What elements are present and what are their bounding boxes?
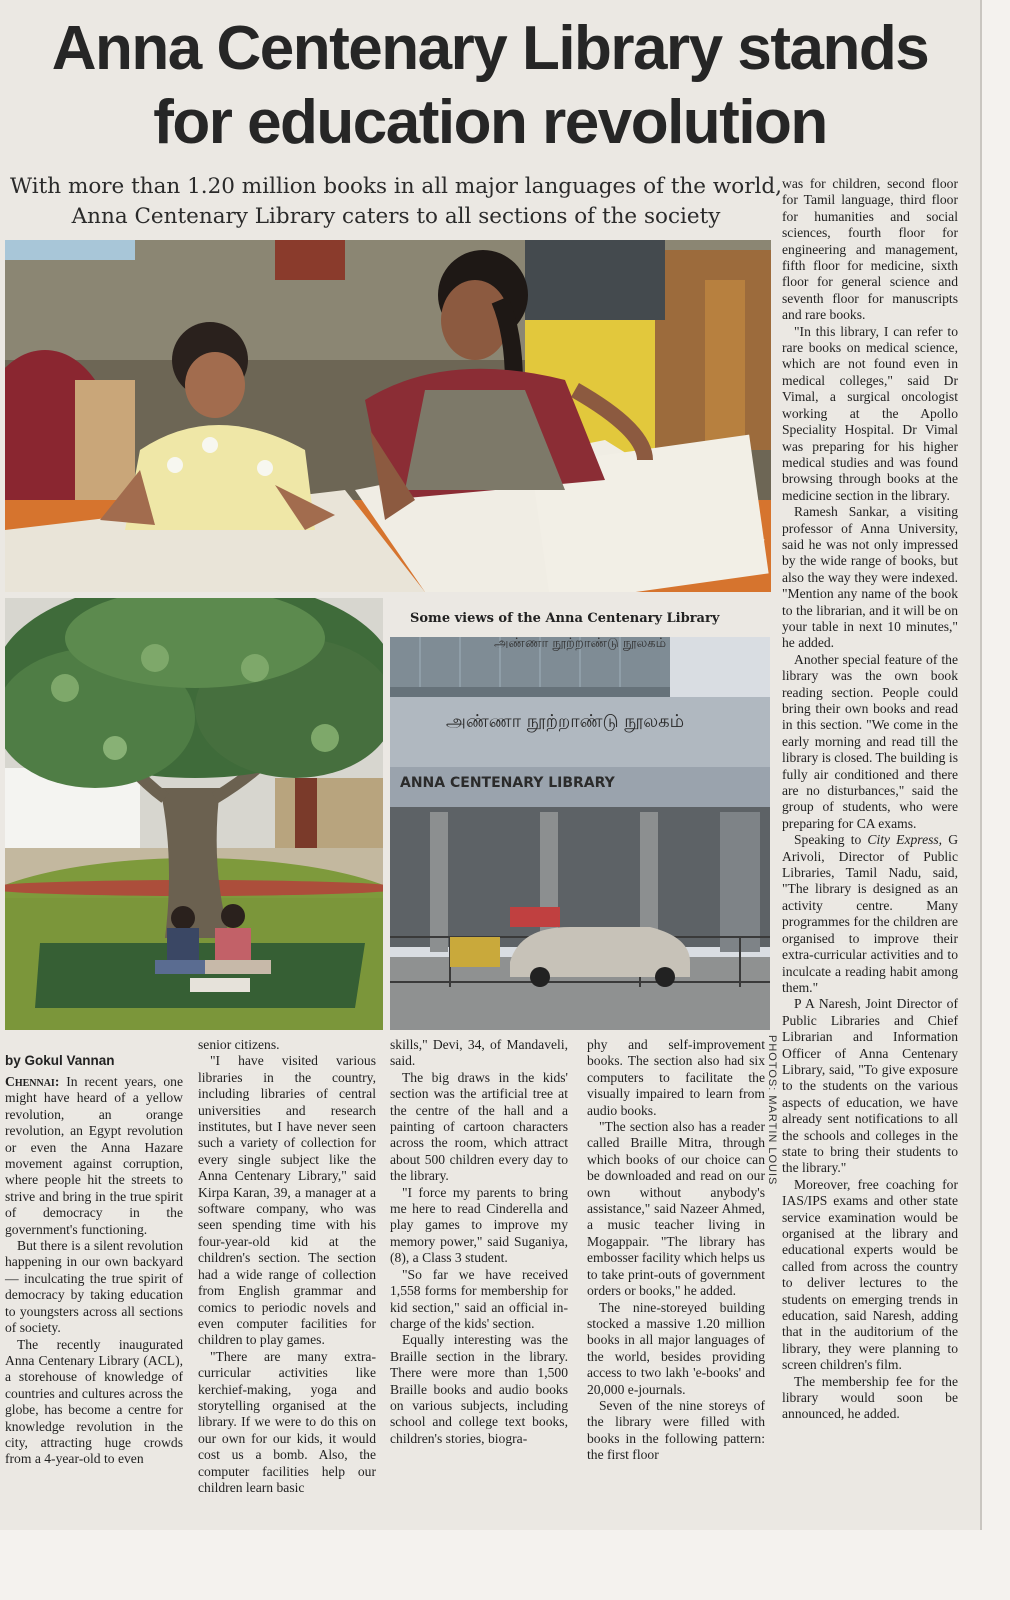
paragraph: "The section also has a reader called Braille Mitra, through which books of our choice can be downloaded and read on our own without anybody's assistance," said Nazeer Ahmed, a music teacher living in Mogappair. "The library has embosser facility which helps us to take print-outs of government orders or books," he added. <box>587 1119 765 1299</box>
photo-credit: PHOTOS: MARTIN LOUIS <box>766 1035 778 1186</box>
paragraph: The big draws in the kids' section was the artificial tree at the centre of the hall and a painting of cartoon characters across the room, which attract about 500 children every day to the library. <box>390 1069 568 1184</box>
photo-reading-child-image <box>5 240 771 592</box>
paragraph: Ramesh Sankar, a visiting professor of Anna University, said he was not only impressed by the wide range of books, but also the way they were indexed. "Mention any name of the book to the librarian, and it will be on your table in next 10 minutes," he added. <box>782 504 958 651</box>
paragraph: Another special feature of the library was the own book reading section. People could bring their own books and read in this section. "We come in the early morning and read till the library is closed. The building is fully air conditioned and there are no disturbances," said the group of students, who were preparing for CA exams. <box>782 651 958 831</box>
photo-library-building <box>390 637 770 1030</box>
paragraph: Seven of the nine storeys of the library were filled with books in the following pattern: the first floor <box>587 1397 765 1463</box>
paragraph: The nine-storeyed building stocked a massive 1.20 million books in all major languages of the world, besides providing access to two lakh 'e-books' and 20,000 e-journals. <box>587 1299 765 1397</box>
paragraph <box>5 1074 183 1238</box>
building-sign-tamil: அண்ணா நூற்றாண்டு நூலகம் <box>445 711 685 732</box>
paragraph-text: Speaking to <box>794 832 868 848</box>
paragraph: "In this library, I can refer to rare books on medical science, which are not found even in medical colleges," said Dr Vimal, a surgical oncologist working at the Apollo Speciality Hospital. Dr Vimal was preparing for his higher medical studies and was found browsing through books at the medicine section in the library. <box>782 323 958 503</box>
paragraph: Moreover, free coaching for IAS/IPS exams and other state service examination would be organised at the library and educational experts would be called from across the country to deliver lectures to the students on emerging trends in education, said Naresh, adding that in the auditorium of the library, they were planning to screen children's film. <box>782 1176 958 1373</box>
paragraph: phy and self-improvement books. The section also had six computers to facilitate the visually impaired to learn from audio books. <box>587 1037 765 1118</box>
paragraph: The recently inaugurated Anna Centenary Library (ACL), a storehouse of knowledge of countries and cultures across the globe, has become a centre for knowledge revolution in the city, attracting huge crowds from a 4-year-old to even <box>5 1336 183 1467</box>
paragraph: "There are many extra-curricular activities like kerchief-making, yoga and storytelling organised at the library. If we were to do this on our own for our kids, it would cost us a bomb. Also, the computer facilities help our children learn basic <box>198 1348 376 1495</box>
building-sign-tamil-top: அண்ணா நூற்றாண்டு நூலகம் <box>493 637 667 651</box>
article-column-2 <box>198 1037 376 1496</box>
article-column-5 <box>782 176 958 1423</box>
photo-library-building-image <box>390 637 770 1030</box>
dateline: Chennai: <box>5 1074 60 1089</box>
headline <box>0 12 980 160</box>
photo-artificial-tree-image <box>5 598 383 1030</box>
paragraph: skills," Devi, 34, of Mandaveli, said. <box>390 1037 568 1069</box>
paragraph: But there is a silent revolution happening in our own backyard — inculcating the true spirit of democracy by taking education to youngsters across all sections of society. <box>5 1238 183 1336</box>
headline-line-2: for education revolution <box>153 88 827 157</box>
paragraph: P A Naresh, Joint Director of Public Libraries and Chief Librarian and Information Officer of Anna Centenary Library, said, "To give exposure to the students on the various aspects of education, we have already sent notifications to all the schools and colleges in the state to bring their students to the library." <box>782 996 958 1176</box>
paragraph: The membership fee for the library would soon be announced, he added. <box>782 1373 958 1422</box>
paragraph-text: G Arivoli, Director of Public Libraries, Tamil Nadu, said, "The library is designed as an activity centre. Many programmes for the children are organised to improve their extra-curricular activities and to inculcate a reading habit among them." <box>782 832 959 995</box>
paragraph: Equally interesting was the Braille section in the library. There were more than 1,500 Braille books and audio books on various subjects, including school and college text books, children's stories, biogra- <box>390 1332 568 1446</box>
article-column-1 <box>5 1074 183 1468</box>
paragraph-text: In recent years, one might have heard of a yellow revolution, an orange revolution, an Egypt revolution or even the Anna Hazare movement against corruption, where people hit the streets to strive and bring in the true spirit of democracy in the government's functioning. <box>5 1074 183 1237</box>
paragraph: "I force my parents to bring me here to read Cinderella and play games to improve my memory power," said Suganiya, (8), a Class 3 student. <box>390 1184 568 1266</box>
paragraph: senior citizens. <box>198 1037 280 1052</box>
photo-reading-child <box>5 240 771 592</box>
article-column-3 <box>390 1037 568 1447</box>
paragraph <box>782 832 958 996</box>
paragraph: was for children, second floor for Tamil language, third floor for humanities and social sciences, fourth floor for engineering and management, fifth floor for medicine, sixth floor for general science and seventh floor for manuscripts and rare books. <box>782 176 958 323</box>
byline: by Gokul Vannan <box>5 1053 115 1068</box>
paragraph: "So far we have received 1,558 forms for membership for kid section," said an official in-charge of the kids' section. <box>390 1266 568 1331</box>
building-sign-english: ANNA CENTENARY LIBRARY <box>400 775 615 791</box>
photo-artificial-tree <box>5 598 383 1030</box>
article-column-4 <box>587 1037 765 1464</box>
publication-name: City Express, <box>867 832 943 848</box>
photo-caption: Some views of the Anna Centenary Library <box>410 611 720 626</box>
headline-line-1: Anna Centenary Library stands <box>51 14 929 83</box>
paragraph: "I have visited various libraries in the country, including libraries of central universities and research institutes, but I have never seen such a variety of collection for every single subject like the Anna Centenary Library," said Kirpa Karan, 39, a manager at a software company, who was seen spending time with his four-year-old kid at the children's section. The section had a wide range of collection from English grammar and comics to periodic novels and even computer facilities for children to play games. <box>198 1053 376 1348</box>
deck-subheadline: With more than 1.20 million books in all major languages of the world, Anna Centenary Library caters to all sections of the society <box>10 174 782 229</box>
